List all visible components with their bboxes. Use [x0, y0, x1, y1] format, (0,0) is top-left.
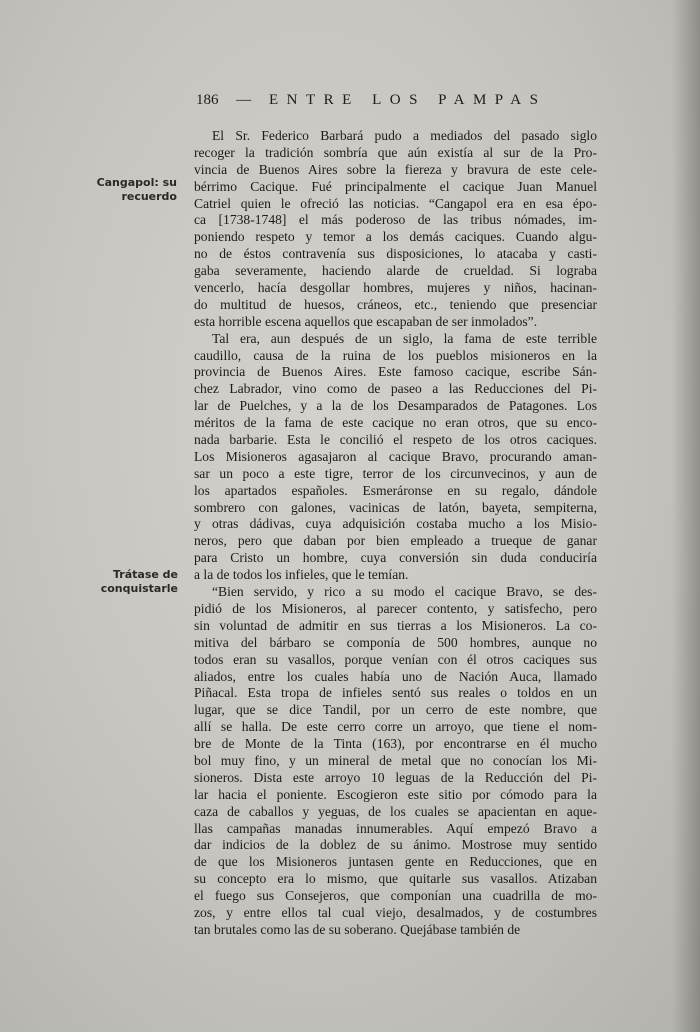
page-number: 186 — [196, 92, 219, 108]
text-line: sioneros. Dista este arroyo 10 leguas de la Reducción del Pi- — [194, 769, 597, 785]
running-header — [196, 92, 616, 109]
text-line: caza de caballos y yeguas, de los cuales se apacientan en aque- — [194, 803, 597, 819]
paragraph — [194, 584, 597, 939]
text-line: sar un poco a este tigre, terror de los circunvecinos, y aun de — [194, 465, 597, 481]
text-line: recoger la tradición sombría que aún existía al sur de la Pro- — [194, 144, 597, 160]
text-line: a la de todos los infieles, que le temían. — [194, 567, 409, 583]
text-line: vincia de Buenos Aires sobre la fiereza y bravura de este cele- — [194, 161, 597, 177]
text-line: bérrimo Cacique. Fué principalmente el cacique Juan Manuel — [194, 178, 597, 194]
text-line: para Cristo un hombre, cuya conversión sin duda conduciría — [194, 550, 597, 566]
text-line: dar indicios de la doblez de su ánimo. Mostrose muy sentido — [194, 837, 597, 853]
text-line: vencerlo, hacía desgollar hombres, mujeres y niños, hacinan- — [194, 280, 597, 296]
text-line: Catriel quien le ofreció las noticias. “Cangapol era en esa épo- — [194, 195, 597, 211]
text-line: méritos de la fama de este cacique no eran otros, que su enco- — [194, 415, 597, 431]
margin-note-conquistarle — [94, 568, 178, 596]
text-line: todos eran su vasallos, porque venían con él otros caciques sus — [194, 651, 597, 667]
text-line: “Bien servido, y rico a su modo el cacique Bravo, se des- — [212, 584, 597, 600]
text-line: poniendo respeto y temor a los demás caciques. Cuando algu- — [194, 229, 597, 245]
text-line: gaba severamente, haciendo alarde de crueldad. Si lograba — [194, 263, 597, 279]
text-line: y otras dádivas, cuya adquisición costaba mucho a los Misio- — [194, 516, 597, 532]
paragraph — [194, 128, 597, 331]
text-line: zos, y entre ellos tal cual viejo, desalmados, y de costumbres — [194, 904, 597, 920]
text-line: llas campañas manadas innumerables. Aquí empezó Bravo a — [194, 820, 597, 836]
paragraph — [194, 331, 597, 584]
text-line: pidió de los Misioneros, al parecer contento, y satisfecho, pero — [194, 600, 597, 616]
text-line: nada barbarie. Esta le concilió el respeto de los otros caciques. — [194, 432, 597, 448]
text-line: provincia de Buenos Aires. Este famoso cacique, escribe Sán- — [194, 364, 597, 380]
text-line: lar de Puelches, y a la de los Desamparados de Patagones. Los — [194, 398, 597, 414]
text-line: esta horrible escena aquellos que escapaban de ser inmolados”. — [194, 313, 538, 329]
text-line: sombrero con galones, vacinicas de latón, bayeta, sempiterna, — [194, 499, 597, 515]
text-line: lar hacia el poniente. Escogieron este sitio por cómodo para la — [194, 786, 597, 802]
text-line: los apartados españoles. Esmeráronse en su regalo, dándole — [194, 482, 597, 498]
text-line: tan brutales como las de su soberano. Quejábase también de — [194, 921, 521, 937]
margin-note-line: conquistarle — [100, 582, 178, 595]
text-line: El Sr. Federico Barbará pudo a mediados del pasado siglo — [212, 128, 597, 143]
text-line: no de éstos contravenía sus disposiciones, lo atacaba y casti- — [194, 246, 597, 262]
text-line: Los Misioneros agasajaron al cacique Bravo, procurando aman- — [194, 448, 597, 464]
text-line: de que los Misioneros juntasen gente en Reducciones, que en — [194, 854, 597, 870]
page-edge-shadow — [672, 0, 700, 1032]
text-line: el fuego sus Consejeros, que componían una cuadrilla de mo- — [194, 888, 597, 904]
text-line: chez Labrador, vino como de paseo a las Reducciones del Pi- — [194, 381, 597, 397]
text-line: lugar, que se dice Tandil, por un cerro de este nombre, que — [194, 702, 597, 718]
text-line: do multitud de huesos, cráneos, etc., teniendo que presenciar — [194, 296, 597, 312]
running-title: ENTRE LOS PAMPAS — [269, 92, 547, 108]
text-line: neros, pero que daban por bien empleado a trueque de ganar — [194, 533, 597, 549]
body-text — [194, 128, 597, 939]
text-line: ca [1738-1748] el más poderoso de las tribus nómades, im- — [194, 212, 597, 228]
margin-note-cangapol — [93, 176, 177, 204]
margin-note-line: Trátase de — [113, 568, 178, 581]
text-line: Tal era, aun después de un siglo, la fama de este terrible — [212, 330, 597, 346]
text-line: aliados, entre los cuales había uno de Nación Auca, llamado — [194, 668, 597, 684]
text-line: caudillo, causa de la ruina de los pueblos misioneros en la — [194, 347, 597, 363]
header-dash: — — [236, 92, 252, 108]
margin-note-line: Cangapol: su — [96, 176, 177, 189]
text-line: bre de Monte de la Tinta (163), por encontrarse en él mucho — [194, 736, 597, 752]
text-line: mitiva del bárbaro se componía de 500 hombres, aunque no — [194, 634, 597, 650]
margin-note-line: recuerdo — [121, 190, 177, 203]
text-line: bol muy fino, y un mineral de metal que no conocían los Mi- — [194, 752, 597, 768]
text-line: allí se halla. De este cerro corre un arroyo, que tiene el nom- — [194, 719, 597, 735]
text-line: Piñacal. Esta tropa de infieles sentó sus reales o toldos en un — [194, 685, 597, 701]
text-line: sin voluntad de admitir en sus tierras a los Misioneros. La co- — [194, 617, 597, 633]
text-line: su concepto era lo mismo, que quitarle sus vasallos. Atizaban — [194, 871, 597, 887]
